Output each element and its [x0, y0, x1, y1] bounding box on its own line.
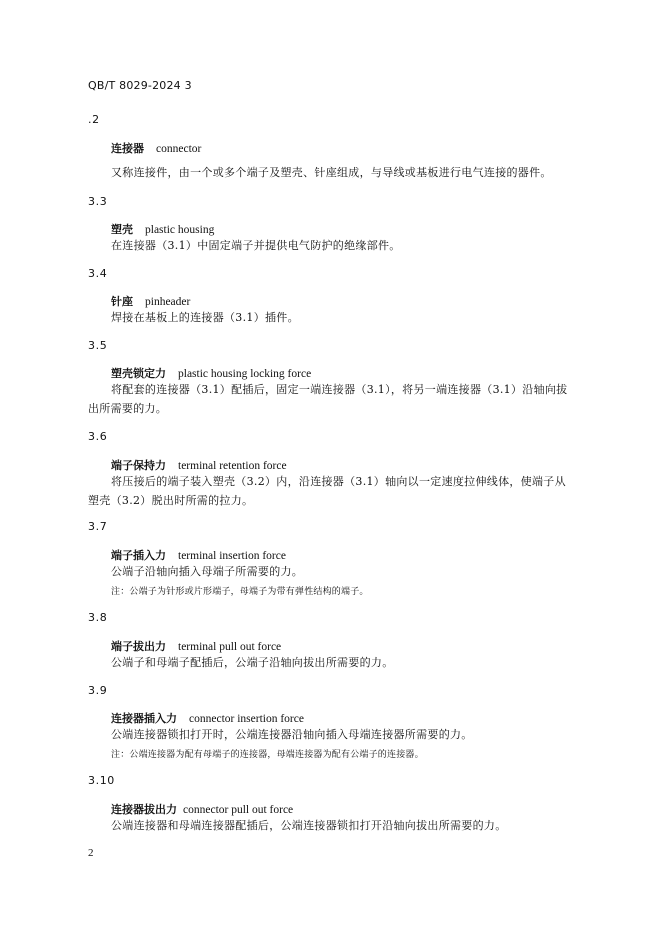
term-definition: 公端连接器和母端连接器配插后，公端连接器锁扣打开沿轴向拔出所需要的力。: [111, 819, 507, 832]
term-entry: [111, 801, 293, 817]
term-definition: 公端子和母端子配插后，公端子沿轴向拔出所需要的力。: [111, 656, 394, 669]
clause-number: 3.7: [88, 520, 108, 533]
document-header: QB/T 8029-2024 3: [88, 79, 192, 92]
term-entry: [111, 293, 190, 309]
term-chinese: 连接器: [111, 142, 144, 155]
term-chinese: 塑壳锁定力: [111, 367, 166, 380]
term-definition: 将配套的连接器（3.1）配插后，固定一端连接器（3.1），将另一端连接器（3.1）沿轴向拔出所需要的力。: [88, 383, 568, 415]
term-chinese: 端子拔出力: [111, 640, 166, 653]
page-number: 2: [88, 847, 94, 859]
term-chinese: 塑壳: [111, 223, 133, 236]
term-entry: [111, 457, 287, 473]
clause-number: .2: [88, 113, 100, 126]
clause-number: 3.9: [88, 684, 108, 697]
term-english: connector insertion force: [189, 713, 304, 725]
term-entry: [111, 710, 304, 726]
term-entry: [111, 221, 214, 237]
term-chinese: 端子保持力: [111, 459, 166, 472]
term-chinese: 连接器插入力: [111, 712, 177, 725]
term-english: connector pull out force: [183, 804, 294, 816]
term-definition: 公端连接器锁扣打开时，公端连接器沿轴向插入母端连接器所需要的力。: [111, 728, 473, 741]
term-definition: 将压接后的端子装入塑壳（3.2）内，沿连接器（3.1）轴向以一定速度拉伸线体，使端子从塑壳（3.2）脱出时所需的拉力。: [88, 475, 566, 507]
term-english: terminal retention force: [178, 460, 287, 472]
clause-number: 3.3: [88, 195, 108, 208]
term-entry: [111, 547, 286, 563]
clause-number: 3.4: [88, 267, 108, 280]
term-entry: [111, 140, 201, 156]
term-note: 注：公端子为针形或片形端子，母端子为带有弹性结构的端子。: [111, 587, 369, 597]
term-chinese: 连接器拔出力: [111, 803, 177, 816]
term-chinese: 端子插入力: [111, 549, 166, 562]
term-definition: 公端子沿轴向插入母端子所需要的力。: [111, 565, 304, 578]
term-definition: 又称连接件，由一个或多个端子及塑壳、针座组成，与导线或基板进行电气连接的器件。: [111, 166, 552, 179]
clause-number: 3.8: [88, 611, 108, 624]
term-definition: 焊接在基板上的连接器（3.1）插件。: [111, 311, 299, 324]
term-english: pinheader: [145, 296, 191, 308]
term-entry: [111, 638, 281, 654]
clause-number: 3.5: [88, 339, 108, 352]
term-definition: 在连接器（3.1）中固定端子并提供电气防护的绝缘部件。: [111, 239, 401, 252]
term-chinese: 针座: [111, 295, 133, 308]
term-english: connector: [156, 143, 202, 155]
term-english: plastic housing: [145, 224, 215, 236]
clause-number: 3.10: [88, 774, 115, 787]
term-english: terminal insertion force: [178, 550, 286, 562]
term-note: 注：公端连接器为配有母端子的连接器，母端连接器为配有公端子的连接器。: [111, 750, 424, 760]
term-english: terminal pull out force: [178, 641, 282, 653]
term-english: plastic housing locking force: [178, 368, 312, 380]
term-entry: [111, 365, 311, 381]
clause-number: 3.6: [88, 430, 108, 443]
